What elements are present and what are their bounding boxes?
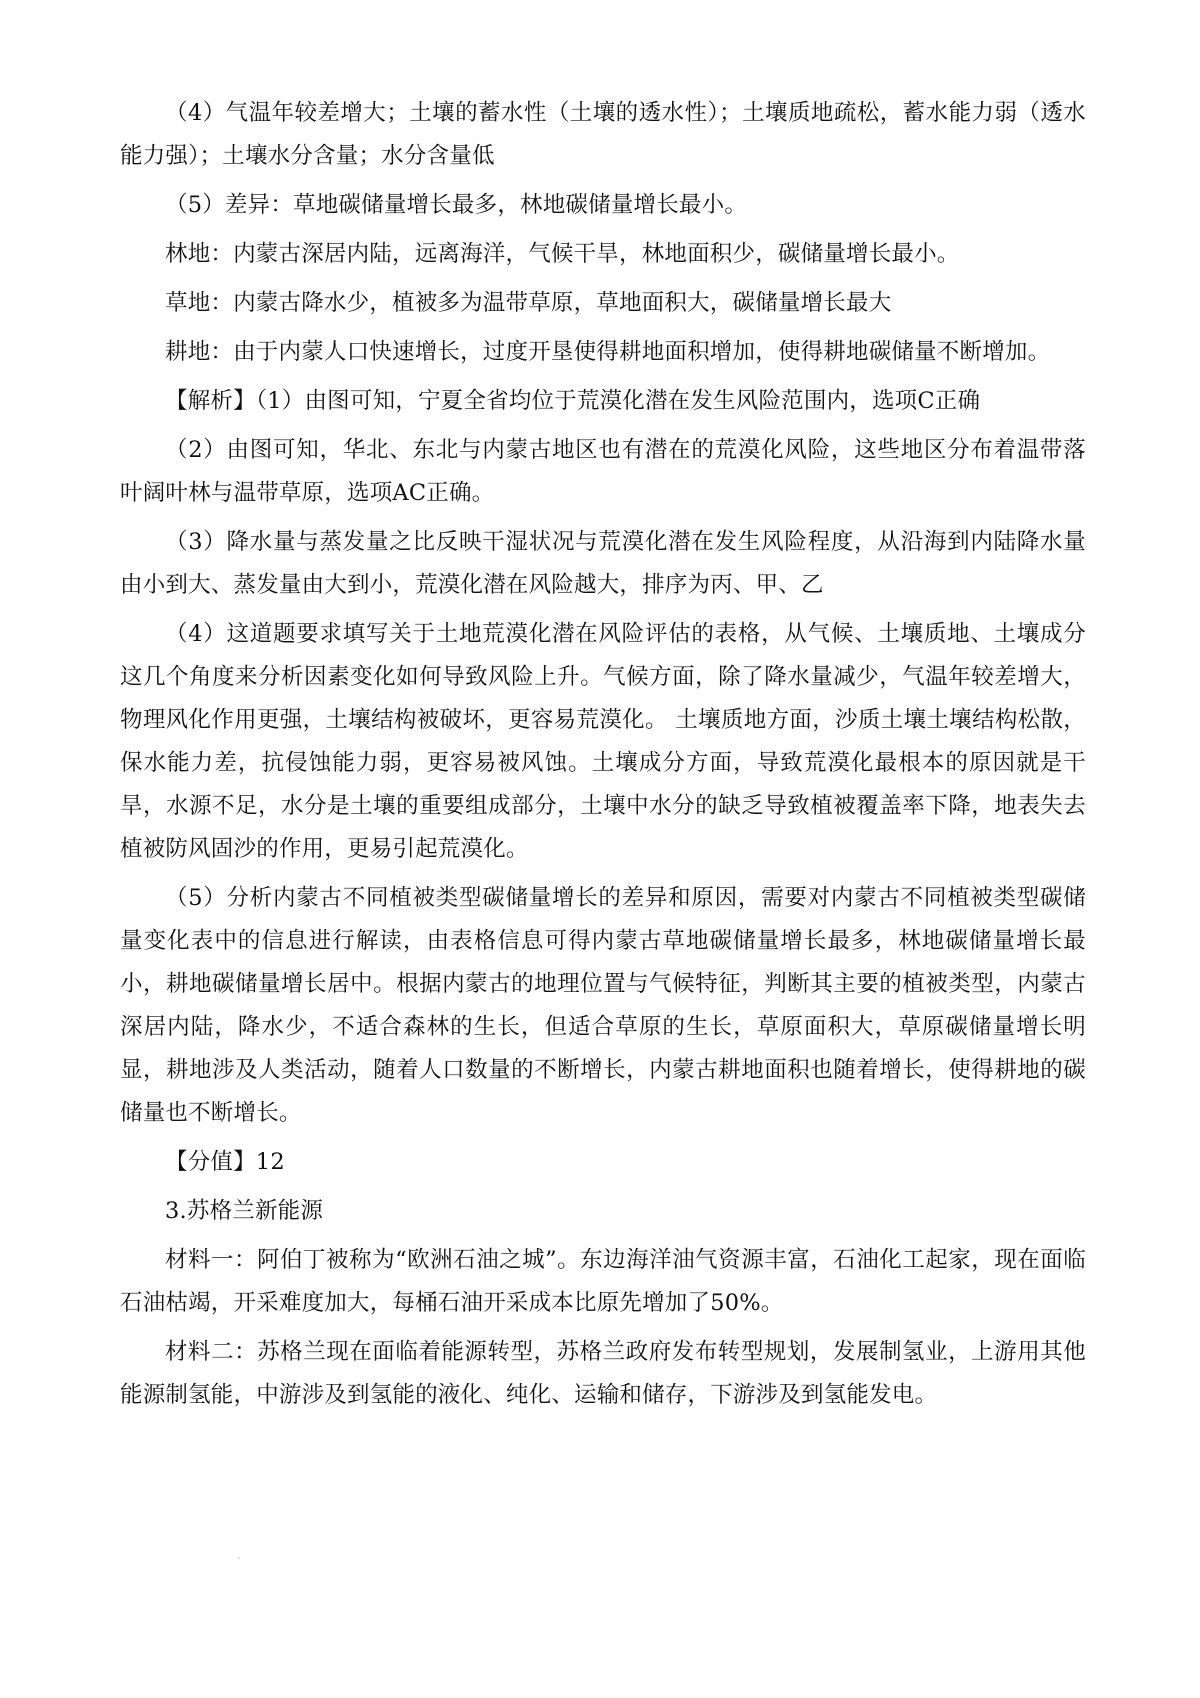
- analysis-3: （3）降水量与蒸发量之比反映干湿状况与荒漠化潜在发生风险程度，从沿海到内陆降水量由小到大、蒸发量由大到小，荒漠化潜在风险越大，排序为丙、甲、乙: [120, 529, 1086, 598]
- scan-speck: [238, 1557, 240, 1559]
- document-body: [120, 92, 1086, 1423]
- answer-5-difference: （5）差异：草地碳储量增长最多，林地碳储量增长最小。: [165, 192, 748, 218]
- answer-5-cropland: 耕地：由于内蒙人口快速增长，过度开垦使得耕地面积增加，使得耕地碳储量不断增加。: [165, 339, 1051, 365]
- material-2: 材料二：苏格兰现在面临着能源转型，苏格兰政府发布转型规划，发展制氢业，上游用其他能源制氢能，中游涉及到氢能的液化、纯化、运输和储存，下游涉及到氢能发电。: [120, 1339, 1086, 1408]
- answer-5-grassland: 草地：内蒙古降水少，植被多为温带草原，草地面积大，碳储量增长最大: [165, 290, 892, 316]
- analysis-4: （4）这道题要求填写关于土地荒漠化潜在风险评估的表格，从气候、土壤质地、土壤成分这几个角度来分析因素变化如何导致风险上升。气候方面，除了降水量减少，气温年较差增大，物理风化作用更强，土壤结构被破坏，更容易荒漠化。 土壤质地方面，沙质土壤土壤结构松散，保水能力差，抗侵蚀能力弱，更容易被风蚀。土壤成分方面，导致荒漠化最根本的原因就是干旱，水源不足，水分是土壤的重要组成部分，土壤中水分的缺乏导致植被覆盖率下降，地表失去植被防风固沙的作用，更易引起荒漠化。: [120, 621, 1086, 862]
- answer-5-forest: 林地：内蒙古深居内陆，远离海洋，气候干旱，林地面积少，碳储量增长最小。: [165, 241, 960, 267]
- analysis-5: （5）分析内蒙古不同植被类型碳储量增长的差异和原因，需要对内蒙古不同植被类型碳储量变化表中的信息进行解读，由表格信息可得内蒙古草地碳储量增长最多，林地碳储量增长最小，耕地碳储量增长居中。根据内蒙古的地理位置与气候特征，判断其主要的植被类型，内蒙古深居内陆，降水少，不适合森林的生长，但适合草原的生长，草原面积大，草原碳储量增长明显，耕地涉及人类活动，随着人口数量的不断增长，内蒙古耕地面积也随着增长，使得耕地的碳储量也不断增长。: [120, 885, 1086, 1126]
- answer-4-text: （4）气温年较差增大；土壤的蓄水性（土壤的透水性）；土壤质地疏松，蓄水能力弱（透水能力强）；土壤水分含量；水分含量低: [120, 100, 1086, 169]
- analysis-2: （2）由图可知，华北、东北与内蒙古地区也有潜在的荒漠化风险，这些地区分布着温带落叶阔叶林与温带草原，选项AC正确。: [120, 437, 1086, 506]
- question-3-title: 3.苏格兰新能源: [165, 1198, 324, 1224]
- score-line: 【分值】12: [165, 1149, 285, 1175]
- material-1: 材料一：阿伯丁被称为“欧洲石油之城”。东边海洋油气资源丰富，石油化工起家，现在面临石油枯竭，开采难度加大，每桶石油开采成本比原先增加了50%。: [120, 1247, 1086, 1316]
- analysis-1: 【解析】（1）由图可知，宁夏全省均位于荒漠化潜在发生风险范围内，选项C正确: [165, 388, 981, 414]
